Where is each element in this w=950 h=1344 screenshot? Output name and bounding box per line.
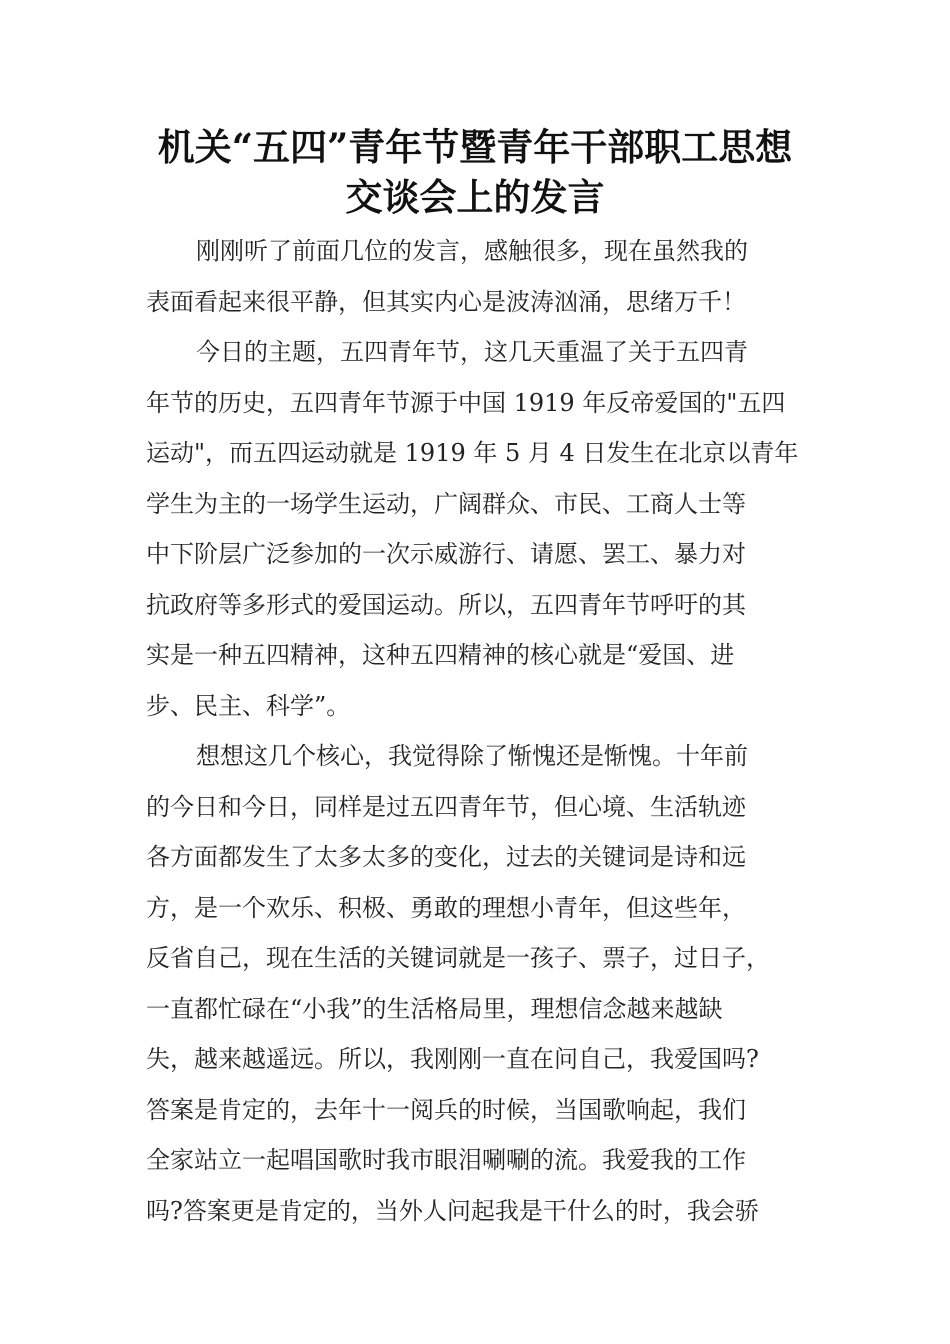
paragraph-line: 中下阶层广泛参加的一次示威游行、请愿、罢工、暴力对 bbox=[146, 540, 746, 568]
paragraph-line: 运动"，而五四运动就是 1919 年 5 月 4 日发生在北京以青年 bbox=[146, 439, 799, 467]
paragraph-line: 吗?答案更是肯定的，当外人问起我是干什么的时，我会骄 bbox=[146, 1196, 759, 1225]
document-body bbox=[146, 226, 806, 1236]
paragraph-line: 答案是肯定的，去年十一阅兵的时候，当国歌响起，我们 bbox=[146, 1095, 746, 1124]
paragraph-line: 表面看起来很平静，但其实内心是波涛汹涌，思绪万千！ bbox=[146, 287, 746, 316]
paragraph-2 bbox=[146, 327, 806, 731]
title-line-2: 交谈会上的发言 bbox=[345, 175, 605, 219]
paragraph-line: 方，是一个欢乐、积极、勇敢的理想小青年，但这些年， bbox=[146, 893, 746, 922]
paragraph-line: 实是一种五四精神，这种五四精神的核心就是“爱国、进 bbox=[146, 641, 735, 669]
paragraph-line: 全家站立一起唱国歌时我市眼泪唰唰的流。我爱我的工作 bbox=[146, 1146, 746, 1174]
paragraph-1 bbox=[146, 226, 806, 327]
paragraph-line: 步、民主、科学”。 bbox=[146, 691, 351, 720]
paragraph-line: 一直都忙碌在“小我”的生活格局里，理想信念越来越缺 bbox=[146, 994, 723, 1023]
document-title bbox=[140, 122, 810, 222]
paragraph-line: 今日的主题，五四青年节，这几天重温了关于五四青 bbox=[196, 338, 748, 366]
paragraph-line: 失，越来越遥远。所以，我刚刚一直在问自己，我爱国吗? bbox=[146, 1045, 759, 1073]
paragraph-line: 刚刚听了前面几位的发言，感触很多，现在虽然我的 bbox=[196, 237, 748, 265]
paragraph-line: 的今日和今日，同样是过五四青年节，但心境、生活轨迹 bbox=[146, 792, 746, 821]
paragraph-3 bbox=[146, 731, 806, 1236]
paragraph-line: 各方面都发生了太多太多的变化，过去的关键词是诗和远 bbox=[146, 843, 746, 871]
title-line-1: 机关“五四”青年节暨青年干部职工思想 bbox=[157, 125, 793, 169]
paragraph-line: 年节的历史，五四青年节源于中国 1919 年反帝爱国的"五四 bbox=[146, 388, 786, 417]
paragraph-line: 学生为主的一场学生运动，广阔群众、市民、工商人士等 bbox=[146, 489, 746, 518]
paragraph-line: 想想这几个核心，我觉得除了惭愧还是惭愧。十年前 bbox=[196, 742, 748, 770]
paragraph-line: 抗政府等多形式的爱国运动。所以，五四青年节呼吁的其 bbox=[146, 590, 746, 619]
paragraph-line: 反省自己，现在生活的关键词就是一孩子、票子，过日子， bbox=[146, 944, 770, 972]
